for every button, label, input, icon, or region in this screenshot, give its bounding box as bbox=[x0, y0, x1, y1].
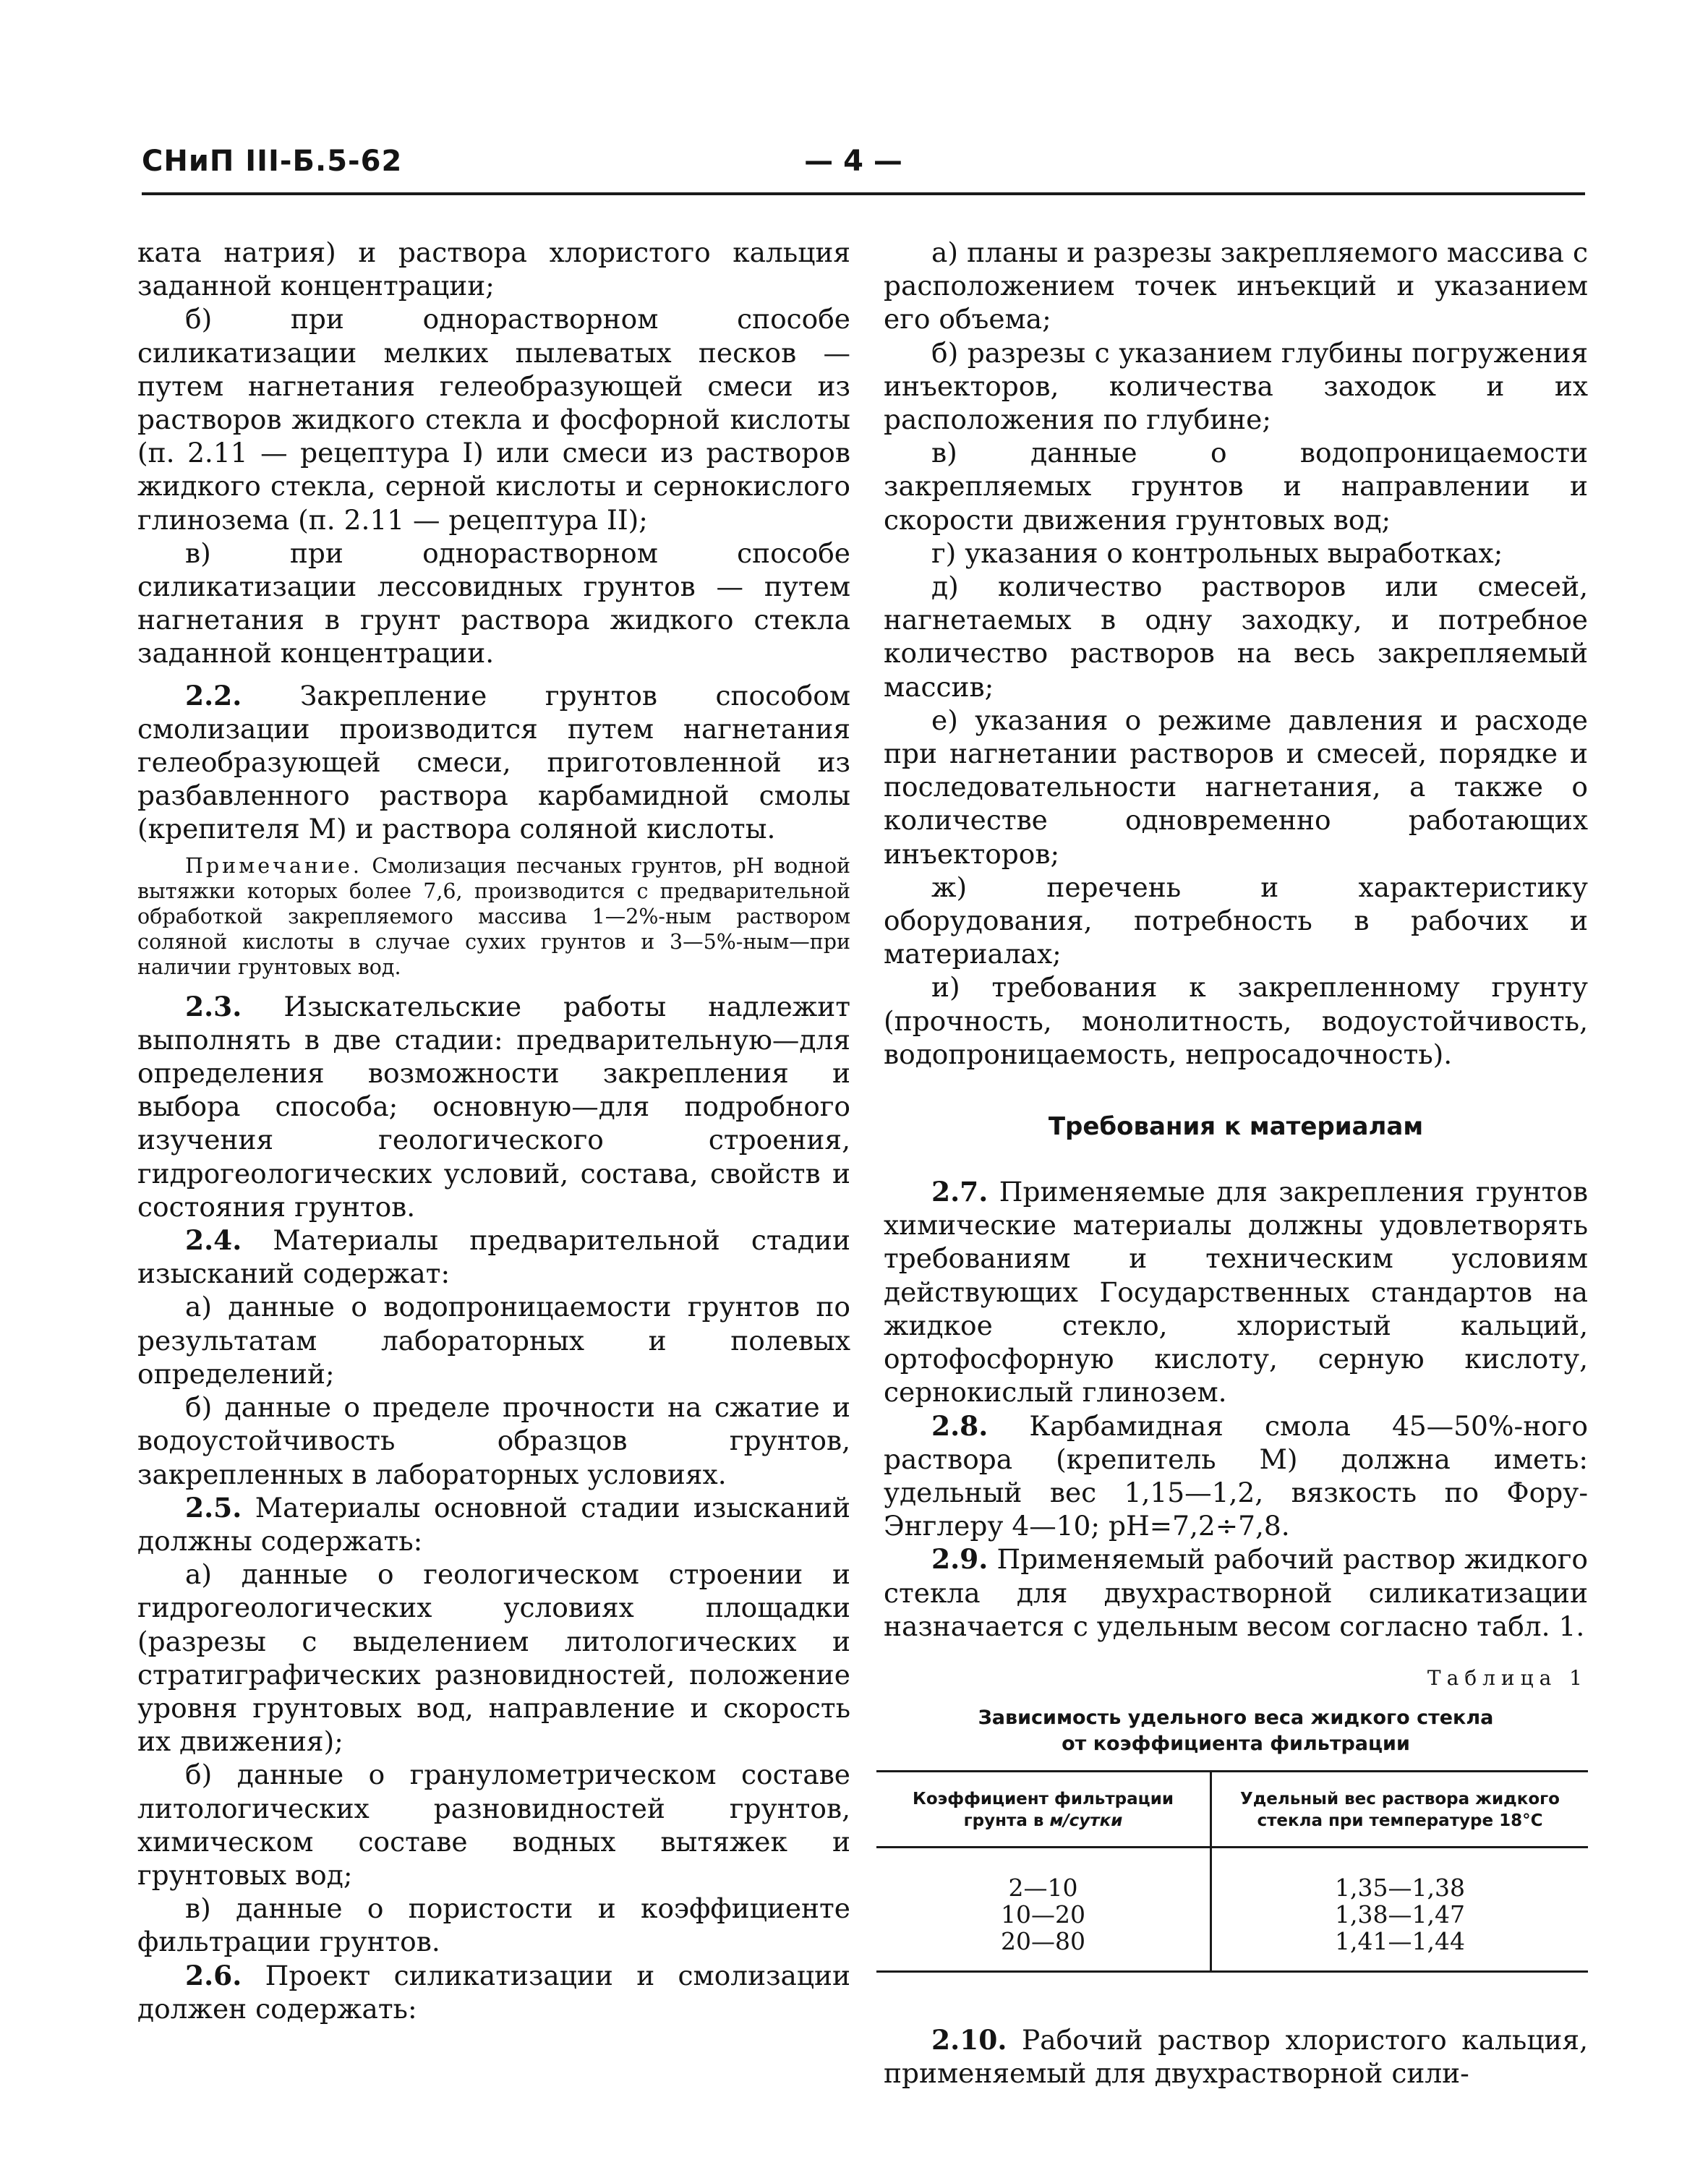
clause-2-2 bbox=[137, 679, 850, 846]
table-caption-line: Зависимость удельного веса жидкого стекла bbox=[978, 1707, 1494, 1730]
clause-2-10 bbox=[884, 2023, 1588, 2090]
cell-value: 1,35—1,38 bbox=[1335, 1874, 1465, 1902]
paragraph: в) при однорастворном способе силикатизации лессовидных грунтов — путем нагнетания в грунт раствора жидкого стекла заданной концентрации. bbox=[137, 537, 850, 670]
data-table bbox=[876, 1770, 1588, 1973]
clause-2-9 bbox=[884, 1542, 1588, 1643]
paragraph: а) планы и разрезы закрепляемого массива с расположением точек инъекций и указанием его объема; bbox=[884, 236, 1588, 336]
clause-2-4 bbox=[137, 1223, 850, 1290]
paragraph: б) данные о гранулометрическом составе литологических разновидностей грунтов, химическом составе водных вытяжек и грунтовых вод; bbox=[137, 1759, 850, 1891]
clause-number: 2.2. bbox=[185, 679, 242, 712]
clause-number: 2.7. bbox=[931, 1176, 988, 1208]
note-text: Смолизация песчаных грунтов, pH водной вытяжки которых более 7,6, производится с предварительной обработкой закрепляемого массива 1—2%-ным раствором соляной кислоты в случае сухих грунтов и 3—5%-ным—при наличии грунтовых вод. bbox=[137, 853, 850, 979]
clause-number: 2.8. bbox=[931, 1409, 988, 1442]
cell-value: 10—20 bbox=[1000, 1900, 1085, 1929]
paragraph: ката натрия) и раствора хлористого кальция заданной концентрации; bbox=[137, 236, 850, 302]
paragraph: а) данные о водопроницаемости грунтов по результатам лабораторных и полевых определений; bbox=[137, 1291, 850, 1390]
cell-value: 1,41—1,44 bbox=[1335, 1927, 1465, 1956]
clause-text: Применяемые для закрепления грунтов химические материалы должны удовлетворять требованиям и техническим условиям действующих Государственных стандартов на жидкое стекло, хлористый кальций, ортофосфорную кислоту, серную кислоту, сернокислый глинозем. bbox=[884, 1176, 1589, 1409]
cell-value: 20—80 bbox=[1000, 1927, 1085, 1956]
clause-2-7 bbox=[884, 1175, 1588, 1409]
column-header-filtration bbox=[876, 1772, 1210, 1848]
paragraph: б) данные о пределе прочности на сжатие и водоустойчивость образцов грунтов, закрепленных в лабораторных условиях. bbox=[137, 1391, 850, 1490]
paragraph: в) данные о водопроницаемости закрепляемых грунтов и направлении и скорости движения грунтовых вод; bbox=[884, 437, 1588, 536]
clause-number: 2.4. bbox=[185, 1224, 242, 1257]
clause-text: Изыскательские работы надлежит выполнять в две стадии: предварительную—для определения возможности закрепления и выбора способа; основную—для подробного изучения геологического строения, гидрогеологических условий, состава, свойств и состояния грунтов. bbox=[137, 990, 851, 1223]
paragraph: в) данные о пористости и коэффициенте фильтрации грунтов. bbox=[137, 1892, 850, 1958]
cell-value: 1,38—1,47 bbox=[1335, 1900, 1465, 1929]
clause-number: 2.5. bbox=[185, 1491, 242, 1524]
clause-text: Закрепление грунтов способом смолизации производится путем нагнетания гелеобразующей смеси, приготовленной из разбавленного раствора карбамидной смолы (крепителя М) и раствора соляной кислоты. bbox=[137, 679, 850, 845]
cell-density bbox=[1210, 1848, 1588, 1972]
paragraph: д) количество растворов или смесей, нагнетаемых в одну заходку, и потребное количество растворов на весь закрепляемый массив; bbox=[884, 571, 1588, 703]
clause-number: 2.9. bbox=[931, 1543, 988, 1576]
clause-number: 2.10. bbox=[931, 2024, 1007, 2057]
paragraph: б) при однорастворном способе силикатизации мелких пылеватых песков — путем нагнетания гелеобразующей смеси из растворов жидкого стекла и фосфорной кислоты (п. 2.11 — рецептура I) или смеси из растворов жидкого стекла, серной кислоты и сернокислого глинозема (п. 2.11 — рецептура II); bbox=[137, 303, 850, 536]
document-code: СНиП III-Б.5-62 bbox=[142, 145, 403, 178]
paragraph: г) указания о контрольных выработках; bbox=[931, 537, 1503, 569]
paragraph: и) требования к закрепленному грунту (прочность, монолитность, водоустойчивость, водопроницаемость, непросадочность). bbox=[884, 971, 1588, 1070]
paragraph: а) данные о геологическом строении и гидрогеологических условиях площадки (разрезы с выделением литологических и стратиграфических разновидностей, положение уровня грунтовых вод, направление и скорость их движения); bbox=[137, 1558, 850, 1758]
header-line bbox=[882, 1810, 1204, 1832]
paragraph: е) указания о режиме давления и расходе при нагнетании растворов и смесей, порядке и последовательности нагнетания, а также о количестве одновременно работающих инъекторов; bbox=[884, 704, 1588, 870]
table-caption-line: от коэффициента фильтрации bbox=[1062, 1733, 1410, 1756]
clause-text: Материалы основной стадии изысканий должны содержать: bbox=[137, 1491, 851, 1557]
paragraph: б) разрезы с указанием глубины погружения инъекторов, количества заходок и их расположения по глубине; bbox=[884, 336, 1588, 436]
left-column bbox=[137, 236, 850, 2025]
column-header-density bbox=[1210, 1772, 1588, 1848]
cell-value: 2—10 bbox=[1008, 1874, 1078, 1902]
table-label: Таблица 1 bbox=[1427, 1665, 1588, 1690]
header-text: грунта в bbox=[963, 1811, 1050, 1831]
header-line: Коэффициент фильтрации bbox=[913, 1790, 1174, 1809]
header-line: Удельный вес раствора жидкого bbox=[1239, 1790, 1560, 1809]
clause-text: Материалы предварительной стадии изысканий содержат: bbox=[137, 1224, 851, 1290]
cell-filtration bbox=[876, 1848, 1210, 1972]
clause-text: Рабочий раствор хлористого кальция, применяемый для двухрастворной сили- bbox=[884, 2024, 1589, 2090]
clause-text: Применяемый рабочий раствор жидкого стекла для двухрастворной силикатизации назначается с удельным весом согласно табл. 1. bbox=[884, 1543, 1588, 1642]
header-rule bbox=[142, 192, 1585, 195]
table-caption bbox=[884, 1705, 1588, 1757]
clause-2-8 bbox=[884, 1409, 1588, 1543]
clause-text: Карбамидная смола 45—50%-ного раствора (крепитель М) должна иметь: удельный вес 1,15—1,2, вязкость по Фору-Энглеру 4—10; pH=7,2÷7,8. bbox=[884, 1409, 1588, 1542]
clause-number: 2.6. bbox=[185, 1959, 242, 1991]
clause-2-5 bbox=[137, 1491, 850, 1558]
note-label: Примечание. bbox=[185, 853, 362, 878]
note bbox=[137, 853, 850, 980]
table-header-row bbox=[876, 1772, 1588, 1848]
page-number: — 4 — bbox=[804, 145, 902, 178]
clause-number: 2.3. bbox=[185, 990, 242, 1022]
clause-2-3 bbox=[137, 990, 850, 1223]
paragraph: ж) перечень и характеристику оборудования, потребность в рабочих и материалах; bbox=[884, 871, 1588, 970]
table-row bbox=[876, 1848, 1588, 1972]
header-unit: м/сутки bbox=[1049, 1811, 1123, 1831]
header-line: стекла при температуре 18°С bbox=[1257, 1811, 1543, 1831]
section-title: Требования к материалам bbox=[1048, 1112, 1424, 1142]
right-column bbox=[884, 236, 1588, 2091]
clause-text: Проект силикатизации и смолизации должен содержать: bbox=[137, 1959, 850, 2025]
clause-2-6 bbox=[137, 1959, 850, 2025]
